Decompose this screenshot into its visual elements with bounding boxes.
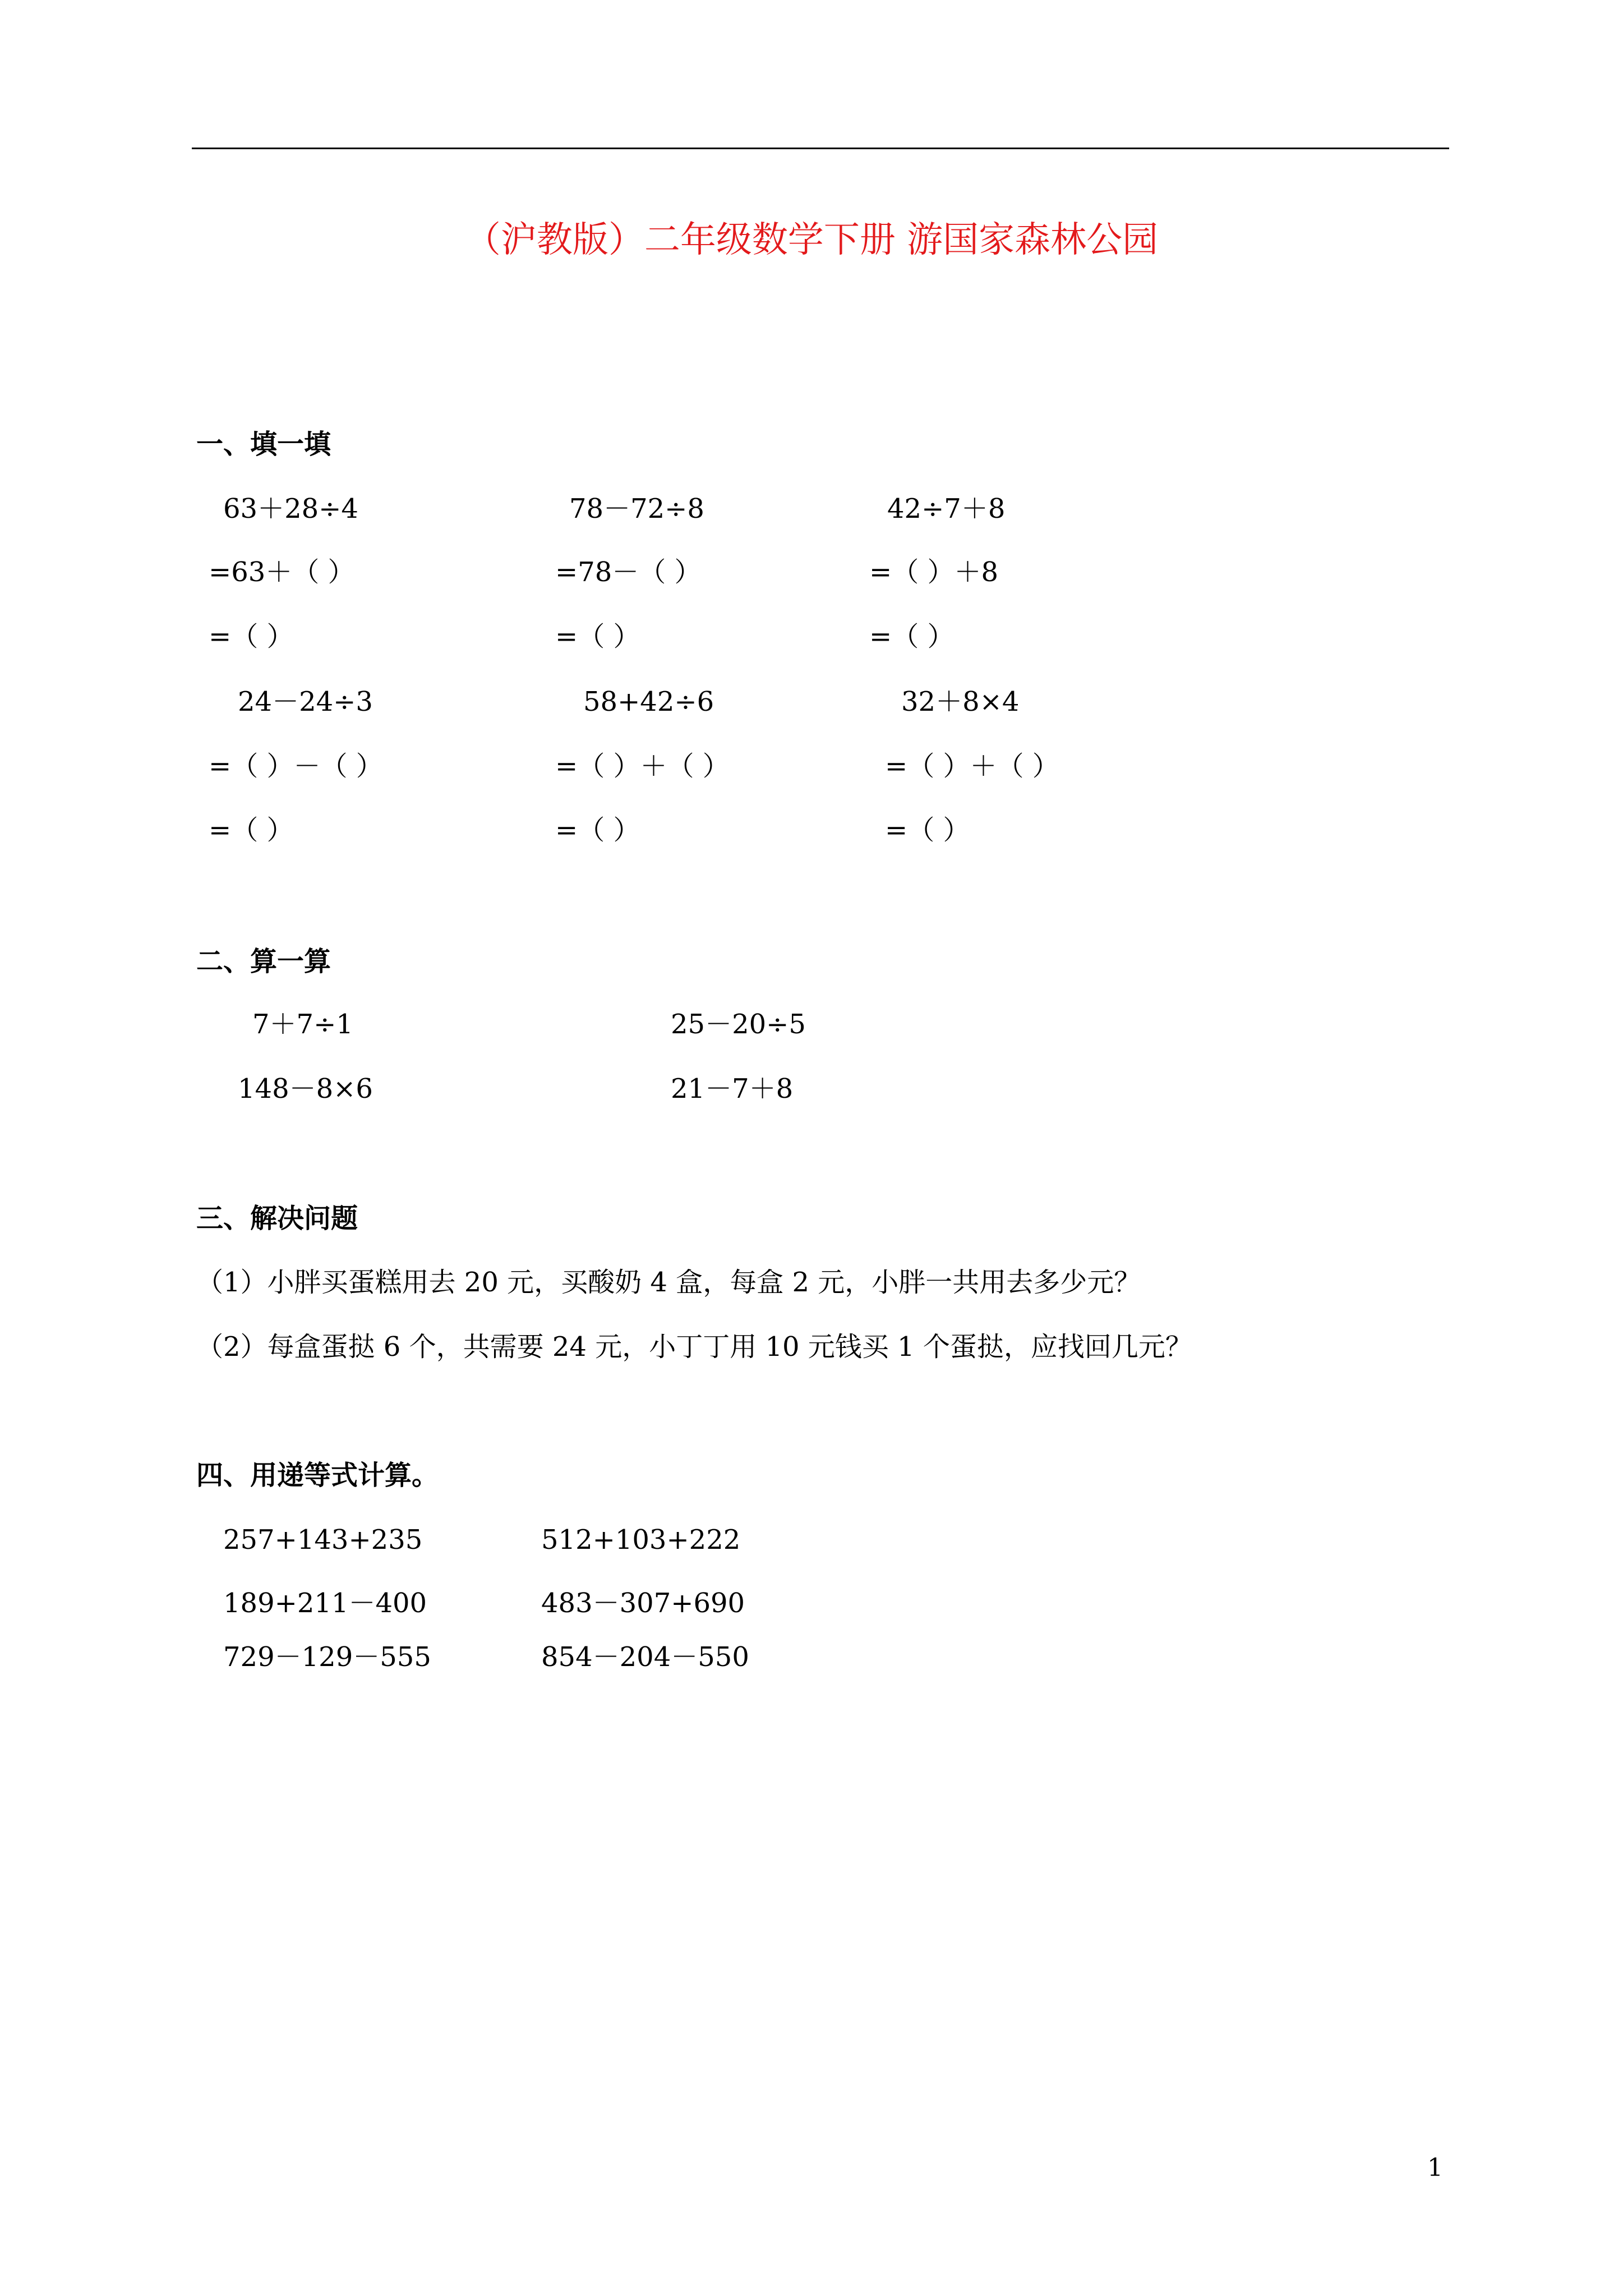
section-3-heading: 三、解决问题 xyxy=(196,1203,358,1234)
fill-step: =（ ）－（ ） xyxy=(209,751,383,782)
fill-step: =（ ） xyxy=(885,815,970,846)
fill-step: =（ ） xyxy=(209,815,294,846)
fill-expression: 32＋8×4 xyxy=(901,686,1020,717)
word-problem-1: （1）小胖买蛋糕用去 20 元，买酸奶 4 盒，每盒 2 元，小胖一共用去多少元？ xyxy=(196,1267,1141,1298)
calc-expression: 25－20÷5 xyxy=(671,1009,806,1040)
fill-step: =63＋（ ） xyxy=(209,556,355,588)
fill-step: =（ ） xyxy=(555,815,640,846)
stepwise-expression: 512+103+222 xyxy=(541,1524,741,1556)
fill-expression: 24－24÷3 xyxy=(238,686,373,717)
fill-step: =（ ）＋8 xyxy=(869,556,999,588)
fill-step: =（ ） xyxy=(209,621,294,652)
calc-expression: 7＋7÷1 xyxy=(252,1009,353,1040)
fill-step: =（ ）＋（ ） xyxy=(555,751,730,782)
fill-step: =（ ） xyxy=(555,621,640,652)
fill-step: =（ ） xyxy=(869,621,955,652)
fill-expression: 78－72÷8 xyxy=(569,493,704,524)
section-4-heading: 四、用递等式计算。 xyxy=(196,1460,439,1491)
section-1-heading: 一、填一填 xyxy=(196,429,331,460)
stepwise-expression: 189+211－400 xyxy=(223,1588,427,1619)
stepwise-expression: 483－307+690 xyxy=(541,1588,745,1619)
fill-expression: 63＋28÷4 xyxy=(223,493,358,524)
fill-expression: 42÷7＋8 xyxy=(887,493,1006,524)
header-rule xyxy=(192,148,1449,149)
stepwise-expression: 729－129－555 xyxy=(223,1641,431,1673)
stepwise-expression: 854－204－550 xyxy=(541,1641,749,1673)
fill-step: =（ ）＋（ ） xyxy=(885,751,1059,782)
fill-expression: 58+42÷6 xyxy=(583,686,714,717)
fill-step: =78－（ ） xyxy=(555,556,702,588)
word-problem-2: （2）每盒蛋挞 6 个，共需要 24 元，小丁丁用 10 元钱买 1 个蛋挞，应找回几元？ xyxy=(196,1331,1192,1363)
section-2-heading: 二、算一算 xyxy=(196,946,331,977)
calc-expression: 148－8×6 xyxy=(238,1073,373,1105)
page-title: （沪教版）二年级数学下册 游国家森林公园 xyxy=(464,219,1159,261)
stepwise-expression: 257+143+235 xyxy=(223,1524,423,1556)
calc-expression: 21－7＋8 xyxy=(671,1073,794,1105)
page-number: 1 xyxy=(1427,2154,1443,2182)
